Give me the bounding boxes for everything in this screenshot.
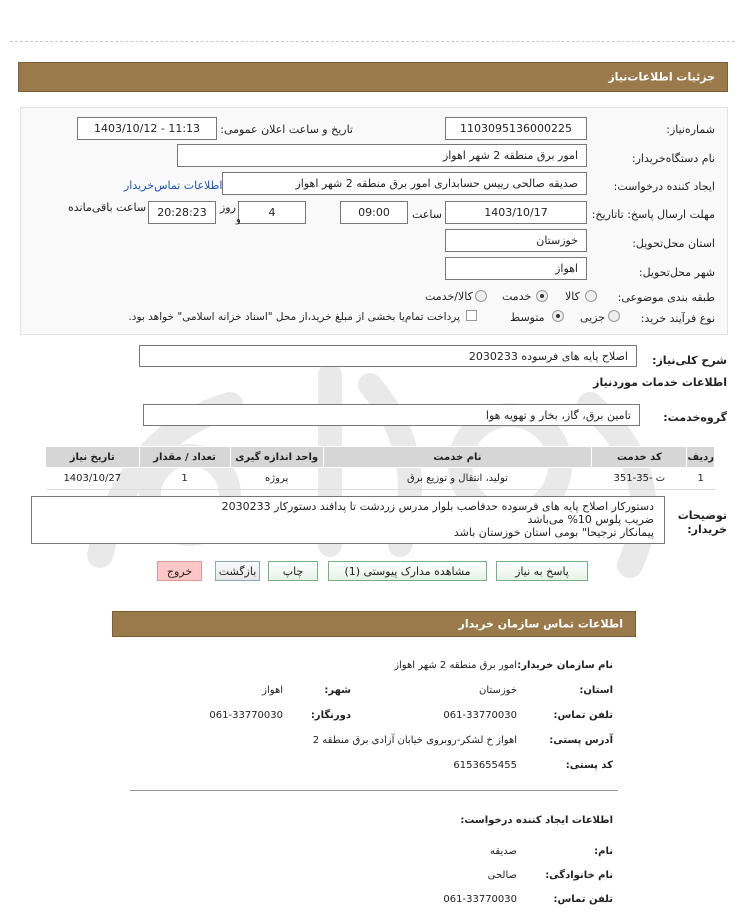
deadline-date-field: 1403/10/17 — [445, 201, 587, 224]
contact-org: امور برق منطقه 2 شهر اهواز — [394, 660, 517, 671]
payment-note: پرداخت تمام‌یا بخشی از مبلغ خرید،از محل "اسناد خزانه اسلامی" خواهد بود. — [128, 311, 460, 323]
creator-section-title: اطلاعات ایجاد کننده درخواست: — [460, 815, 613, 826]
top-divider — [10, 41, 735, 42]
contact-phone-label: تلفن تماس: — [553, 710, 613, 721]
contact-divider — [130, 790, 618, 791]
buyer-contact-link[interactable]: اطلاعات تماس‌خریدار — [124, 179, 223, 192]
col-date: تاریخ نیاز — [46, 447, 140, 468]
service-group-label: گروه‌خدمت: — [663, 411, 727, 424]
contact-fax: 061-33770030 — [209, 710, 283, 721]
items-table-wrap — [45, 446, 715, 490]
buyer-notes-box — [31, 496, 665, 544]
announce-date-field: 1403/10/12 - 11:13 — [77, 117, 217, 140]
and-label: و — [236, 214, 241, 225]
category-label: طبقه بندی موضوعی: — [617, 291, 715, 304]
attachments-button[interactable]: مشاهده مدارک پیوستی (1) — [328, 561, 487, 581]
exit-button[interactable]: خروج — [157, 561, 202, 581]
remaining-time-field: 20:28:23 — [148, 201, 216, 224]
col-unit: واحد اندازه گیری — [230, 447, 323, 468]
buyer-notes-line3: پیمانکار ترجیحا" بومی استان خوزستان باشد — [453, 526, 654, 539]
col-code: کد خدمت — [592, 447, 687, 468]
process-medium-label: متوسط — [510, 311, 545, 324]
time-label: ساعت — [412, 208, 442, 221]
contact-province-label: استان: — [579, 685, 613, 696]
details-title: جزئیات اطلاعات‌نیاز — [608, 70, 715, 84]
creator-family-label: نام خانوادگی: — [545, 870, 613, 881]
service-group-field: تامین برق، گاز، بخار و تهویه هوا — [143, 404, 640, 426]
reply-button[interactable]: پاسخ به نیاز — [496, 561, 588, 581]
creator-name: صدیقه — [490, 846, 517, 857]
contact-fax-label: دورنگار: — [310, 710, 351, 721]
contact-city-label: شهر: — [324, 685, 351, 696]
province-field: خوزستان — [445, 229, 587, 252]
contact-postal-label: کد پستی: — [565, 760, 613, 771]
category-goods-label: کالا — [565, 290, 580, 303]
city-field: اهواز — [445, 257, 587, 280]
creator-field: صدیقه صالحی رییس حسابداری امور برق منطقه 2 شهر اهواز — [222, 172, 587, 195]
buyer-notes-line1: دستورکار اصلاح پایه های فرسوده حدفاصب بلوار مدرس زردشت تا پدافند دستورکار 2030233 — [221, 500, 654, 513]
contact-province: خوزستان — [479, 685, 517, 696]
contact-header — [112, 611, 636, 637]
contact-phone: 061-33770030 — [443, 710, 517, 721]
services-section-title: اطلاعات خدمات موردنیاز — [593, 376, 727, 389]
back-button[interactable]: بازگشت — [215, 561, 260, 581]
need-number-field: 1103095136000225 — [445, 117, 587, 140]
contact-postal: 6153655455 — [453, 760, 517, 771]
cell-qty: 1 — [139, 468, 230, 490]
keywords-label: شرح کلی‌نیاز: — [652, 354, 727, 367]
creator-family: صالحی — [487, 870, 517, 881]
contact-city: اهواز — [262, 685, 283, 696]
buyer-org-label: نام دستگاه‌خریدار: — [631, 152, 715, 165]
buyer-notes-label: توضیحات خریدار: — [677, 509, 727, 536]
contact-address-label: آدرس پستی: — [549, 735, 613, 746]
creator-name-label: نام: — [594, 846, 613, 857]
province-label: استان محل‌تحویل: — [632, 237, 715, 250]
category-both-radio[interactable] — [475, 290, 487, 302]
days-field: 4 — [238, 201, 306, 224]
cell-date: 1403/10/27 — [46, 468, 140, 490]
buyer-notes-line2: ضریب پلوس 10% می‌باشد — [527, 513, 654, 526]
deadline-label: مهلت ارسال پاسخ: تاتاریخ: — [591, 208, 715, 221]
category-both-label: کالا/خدمت — [425, 290, 473, 303]
details-header — [18, 62, 728, 92]
creator-phone: 061-33770030 — [443, 894, 517, 905]
announce-label: تاریخ و ساعت اعلان عمومی: — [220, 123, 353, 136]
deadline-time-field: 09:00 — [340, 201, 408, 224]
creator-label: ایجاد کننده درخواست: — [613, 180, 715, 193]
items-table — [45, 446, 715, 490]
remaining-label: ساعت باقی‌مانده — [68, 201, 147, 214]
process-minor-label: جزیی — [580, 311, 606, 324]
days-label: روز — [220, 201, 236, 214]
keywords-field: اصلاح پایه های فرسوده 2030233 — [139, 345, 637, 367]
buyer-org-field: امور برق منطقه 2 شهر اهواز — [177, 144, 587, 167]
col-qty: تعداد / مقدار — [139, 447, 230, 468]
print-button[interactable]: چاپ — [268, 561, 318, 581]
col-row: ردیف — [687, 447, 715, 468]
process-label: نوع فرآیند خرید: — [640, 312, 715, 325]
contact-address: اهواز خ لشکر-روبروی خیابان آزادی برق منطقه 2 — [312, 735, 517, 746]
contact-title: اطلاعات تماس سازمان خریدار — [458, 617, 623, 631]
city-label: شهر محل‌تحویل: — [638, 266, 715, 279]
creator-phone-label: تلفن تماس: — [553, 894, 613, 905]
contact-org-label: نام سازمان خریدار: — [517, 660, 613, 671]
col-name: نام خدمت — [323, 447, 592, 468]
cell-row: 1 — [687, 468, 715, 490]
cell-code: ت -35-351 — [592, 468, 687, 490]
category-service-radio[interactable] — [536, 290, 548, 302]
category-service-label: خدمت — [502, 290, 532, 303]
table-row — [46, 468, 715, 490]
cell-name: تولید، انتقال و توزیع برق — [323, 468, 592, 490]
category-goods-radio[interactable] — [585, 290, 597, 302]
cell-unit: پروژه — [230, 468, 323, 490]
need-number-label: شماره‌نیاز: — [666, 123, 715, 136]
